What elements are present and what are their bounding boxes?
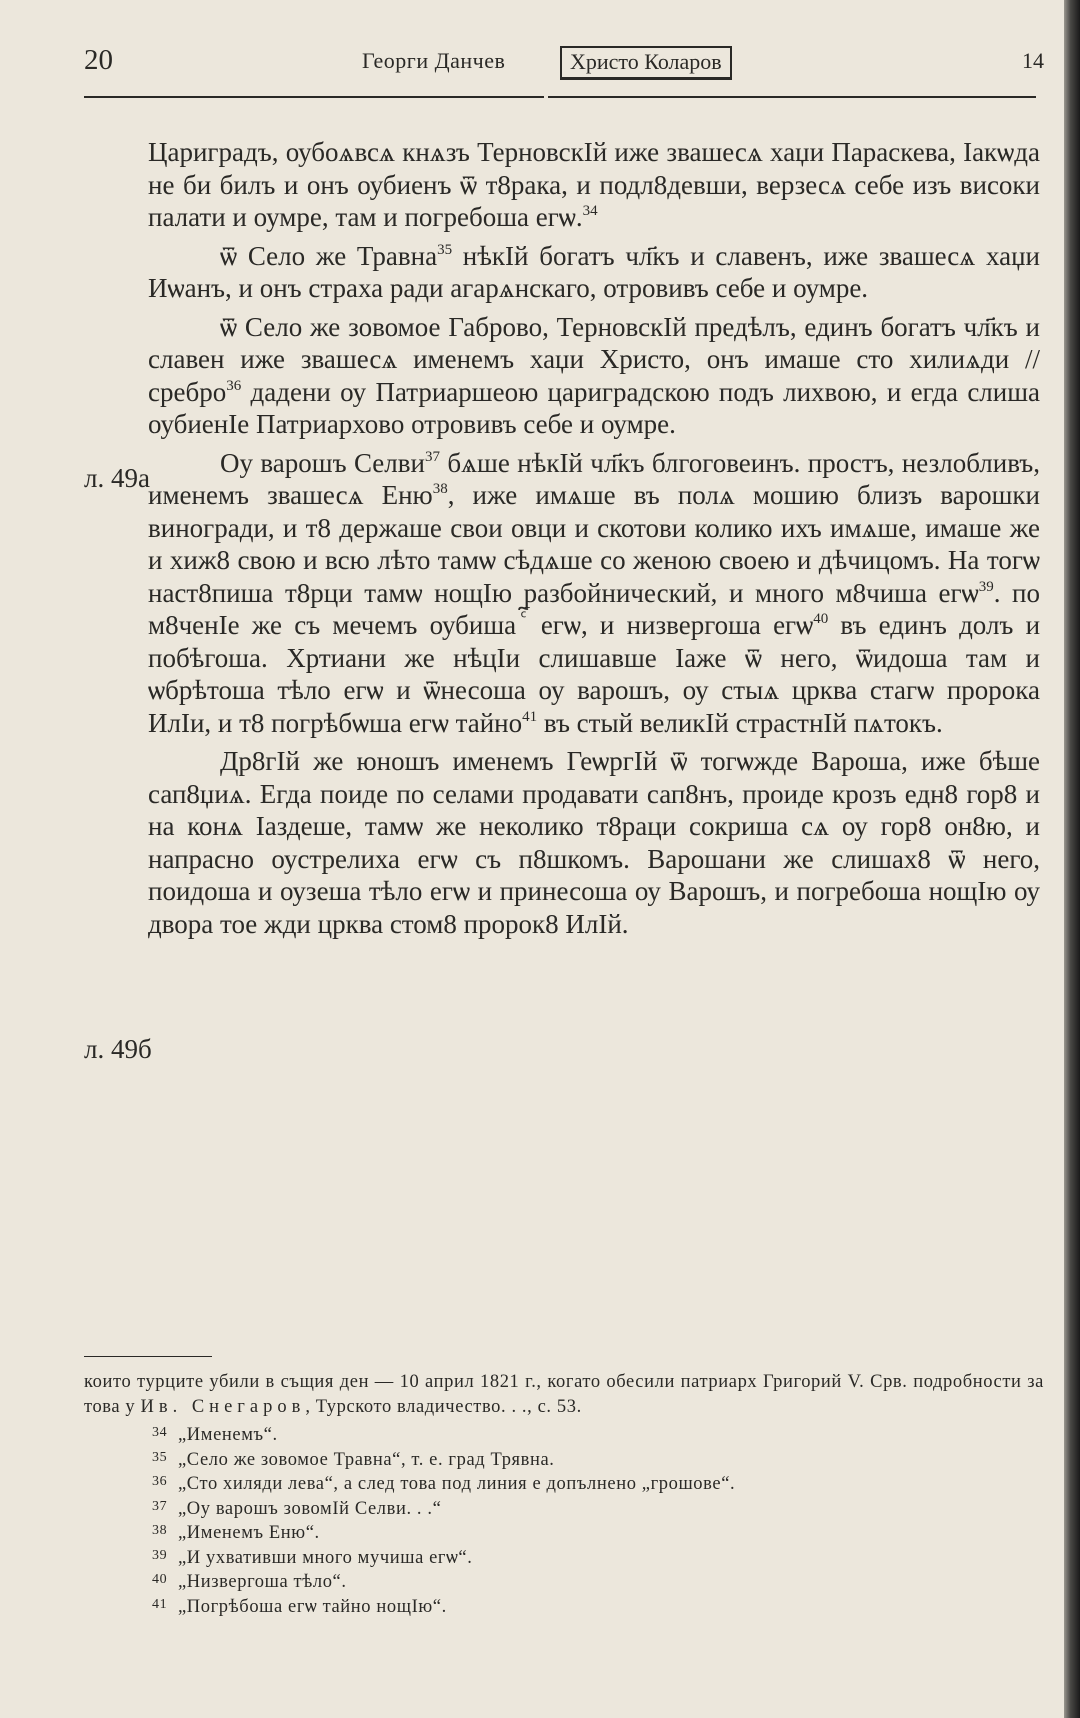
footnote-ref-36: 36 bbox=[226, 377, 242, 394]
footnote-ref-35: 35 bbox=[437, 241, 453, 258]
footnote-continuation: които турците убили в същия ден — 10 април 1821 г., когато обесили патриарх Григорий V. Срв. подробности за това у Ив. Снегаров, Турското владичество. . ., с. 53. bbox=[84, 1372, 1044, 1417]
footnote-item: 39 „И ухвативши много мучиша егѡ“. bbox=[152, 1547, 473, 1568]
footnote-rule bbox=[84, 1356, 212, 1357]
running-head-author: Георги Данчев bbox=[362, 48, 506, 73]
page-edge-shadow bbox=[1064, 0, 1080, 1718]
main-text bbox=[148, 136, 1040, 946]
footnote-ref-34: 34 bbox=[582, 203, 598, 219]
paragraph-4: Оу варошъ Селви$^{37}$ бѧше нѣкІй чл҃къ блгоговеинъ. простъ, незлобливъ, именемъ звашесѧ Еню$^{38}$, иже имѧше въ полѧ мошию близъ варошки виногради, и т8 держаше свои овци и скотови колико ихъ имѧше, имаше же и хиж8 свою и всю лѣто тамѡ сѣдѧше со женою своею и дѣчицомъ. На тогѡ наст8пиша т8рци тамѡ нощІю разбойнический, и много м8чиша егѡ$^{39}$. по м8ченІе же съ мечемъ оубиша егѡ, и низвергоша егѡ$^{40}$ въ единъ долъ и побѣгоша. Хртиани же нѣцІи слишавше Іаже ѿ него, ѿидоша там и ѡбрѣтоша тѣло егѡ и ѿнесоша оу варошъ, оу стыѧ црква стагѡ пророка ИлІи, и т8 погрѣбѡша егѡ тайно$^{41}$ въ стый великІй страстнІй пѧтокъ. bbox=[148, 447, 1041, 738]
header-rule-right bbox=[548, 96, 1036, 98]
footnote-item: 41 „Погрѣбоша егѡ тайно нощІю“. bbox=[152, 1596, 447, 1617]
footnote-ref-38: 38 bbox=[432, 481, 448, 497]
paragraph-2: ѿ Село же Травна$^{35}$ нѣкІй богатъ чл҃къ и славенъ, иже звашесѧ хаџи Иѡанъ, и онъ страха ради агарѧнскаго, отровивъ себе и оумре. bbox=[148, 240, 1040, 303]
paragraph-3: ѿ Село же зовомое Габрово, ТерновскІй предѣлъ, единъ богатъ чл҃къ и славен иже звашесѧ именемъ хаџи Христо, онъ имаше сто хилиѧди // сребро$^{36}$ дадени оу Патриаршеою цариградскою подъ лихвою, и егда слиша оубиенІе Патриархово отровивъ себе и оумре. bbox=[148, 311, 1041, 439]
running-head bbox=[84, 44, 1044, 84]
footnote-ref-40: 40 bbox=[813, 611, 829, 627]
footnotes bbox=[84, 1370, 1044, 1619]
footnote-ref-41: 41 bbox=[522, 708, 538, 725]
paragraph-5: Др8гІй же юношъ именемъ ГеѡргІй ѿ тогѡжде Вароша, иже бѣше сап8џиѧ. Егда поиде по селами продавати сап8нъ, проиде крозъ едн8 гор8 и на конѧ Іаздеше, тамѡ же неколико т8раци сокриша сѧ оу гор8 он8ю, и напрасно оустрелиха егѡ съ п8шкомъ. Варошани же слишах8 ѿ него, поидоша и оузеша тѣло егѡ и принесоша оу Варошъ, и погребоша нощІю оу двора тое жди црква стом8 пророк8 ИлІй. bbox=[148, 746, 1040, 939]
footnote-item: 38 „Именемъ Еню“. bbox=[152, 1523, 320, 1543]
paragraph-1: Цариградъ, оубоѧвсѧ кнѧзъ ТерновскІй иже звашесѧ хаџи Параскева, Іакѡда не би билъ и онъ оубиенъ ѿ т8рака, и подл8девши, верзесѧ себе изъ високи палати и оумре, там и погребоша егѡ.$^{34}$ bbox=[148, 137, 1040, 232]
margin-leaf-49b: л. 49б bbox=[84, 1034, 152, 1064]
sheet-number: 14 bbox=[1022, 48, 1044, 73]
footnote-item: 34 „Именемъ“. bbox=[152, 1425, 278, 1445]
footnote-item: 37 „Оу варошъ зовомІй Селви. . .“ bbox=[152, 1498, 442, 1519]
footnote-ref-37: 37 bbox=[424, 448, 440, 465]
running-head-title: Христо Коларов bbox=[560, 46, 732, 80]
footnote-item: 36 „Сто хиляди лева“, а след това под линия е допълнено „грошове“. bbox=[152, 1474, 736, 1494]
page-number: 20 bbox=[84, 44, 113, 76]
header-rule-left bbox=[84, 96, 544, 98]
footnote-ref-39: 39 bbox=[978, 578, 994, 595]
footnote-item: 35 „Село же зовомое Травна“, т. е. град Трявна. bbox=[152, 1449, 555, 1470]
footnote-item: 40 „Низвергоша тѣло“. bbox=[152, 1572, 347, 1592]
margin-leaf-49a: л. 49а bbox=[84, 463, 150, 493]
